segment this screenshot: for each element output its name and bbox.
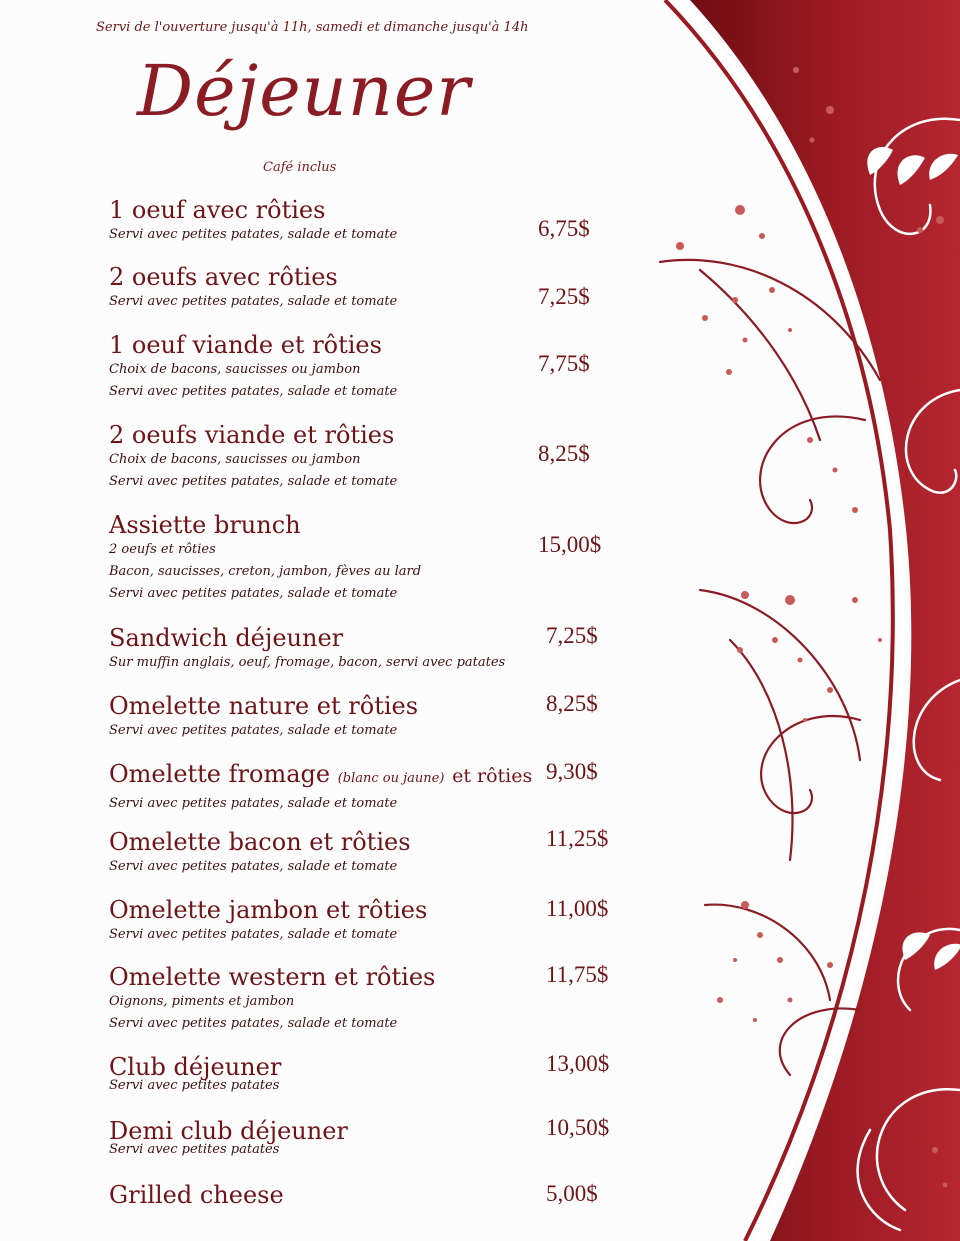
menu-item: [109, 963, 435, 1035]
menu-item-detail: Sur muffin anglais, oeuf, fromage, bacon, servi avec patates: [109, 655, 506, 670]
menu-item-detail: Servi avec petites patates: [109, 1142, 280, 1157]
menu-item-name: Omelette nature et rôties: [109, 692, 419, 720]
menu-item-name: 1 oeuf viande et rôties: [109, 331, 382, 359]
menu-item-detail: Servi avec petites patates, salade et tomate: [109, 796, 398, 811]
menu-item-detail: Choix de bacons, saucisses ou jambon: [109, 362, 361, 377]
menu-item: [109, 511, 421, 605]
menu-item-name: Omelette jambon et rôties: [109, 896, 428, 924]
menu-item-price: 11,25$: [546, 826, 609, 851]
menu-item-price: 9,30$: [546, 759, 598, 784]
menu-item-name-end: et rôties: [452, 765, 533, 787]
menu-item-name-main: Omelette fromage: [109, 760, 331, 788]
menu-item-price: 11,75$: [546, 962, 609, 987]
menu-item-price: 7,75$: [538, 351, 590, 376]
menu-item-name: Club déjeuner: [109, 1053, 282, 1081]
menu-item-price: 10,50$: [546, 1115, 610, 1140]
menu-item-price: 5,00$: [546, 1181, 598, 1206]
menu-item-detail: Servi avec petites patates, salade et tomate: [109, 294, 398, 309]
menu-item-detail: Choix de bacons, saucisses ou jambon: [109, 452, 361, 467]
menu-item-price: 13,00$: [546, 1051, 610, 1076]
menu-item-price: 7,25$: [538, 284, 590, 309]
menu-item-name: Sandwich déjeuner: [109, 624, 344, 652]
menu-item-name-note: (blanc ou jaune): [337, 771, 445, 786]
menu-item-name: 2 oeufs avec rôties: [109, 263, 338, 291]
menu-item-price: 8,25$: [538, 441, 590, 466]
menu-item-detail: Servi avec petites patates, salade et tomate: [109, 859, 398, 874]
menu-item-price: 11,00$: [546, 896, 609, 921]
menu-item-detail: Servi avec petites patates, salade et tomate: [109, 384, 398, 399]
menu-item: [109, 828, 411, 878]
menu-item: [109, 263, 397, 313]
menu-item: [109, 896, 427, 946]
menu-item: [109, 1181, 284, 1209]
menu-item: [109, 196, 397, 246]
menu-item-name: Grilled cheese: [109, 1181, 284, 1209]
menu-item-detail: Servi avec petites patates, salade et tomate: [109, 474, 398, 489]
menu-item-detail: Servi avec petites patates, salade et tomate: [109, 227, 398, 242]
menu-item-name: Omelette bacon et rôties: [109, 828, 411, 856]
menu-item-name: Omelette western et rôties: [109, 963, 436, 991]
menu-item-detail: Servi avec petites patates, salade et tomate: [109, 1016, 398, 1031]
menu-item-name: Demi club déjeuner: [109, 1117, 348, 1145]
menu-item-name: 2 oeufs viande et rôties: [109, 421, 395, 449]
menu-item-detail: Servi avec petites patates, salade et tomate: [109, 586, 398, 601]
menu-item-detail: Servi avec petites patates, salade et tomate: [109, 723, 398, 738]
menu-item: [109, 1117, 348, 1161]
menu-item-name: [109, 760, 532, 793]
menu-item-detail: 2 oeufs et rôties: [109, 542, 216, 557]
menu-item-price: 8,25$: [546, 691, 598, 716]
menu-item-name: 1 oeuf avec rôties: [109, 196, 326, 224]
menu-item: [109, 760, 532, 815]
menu-item: [109, 624, 505, 674]
menu-item-detail: Servi avec petites patates: [109, 1078, 280, 1093]
menu-item: [109, 1053, 281, 1097]
menu-item-detail: Servi avec petites patates, salade et tomate: [109, 927, 398, 942]
menu-item-price: 7,25$: [546, 623, 598, 648]
service-hours-note: Servi de l'ouverture jusqu'à 11h, samedi et dimanche jusqu'à 14h: [96, 20, 529, 35]
menu-item-price: 6,75$: [538, 216, 590, 241]
menu-item-price: 15,00$: [538, 532, 602, 557]
menu-subtitle: Café inclus: [263, 160, 337, 175]
menu-item: [109, 331, 397, 403]
menu-title: Déjeuner: [137, 50, 471, 132]
menu-item: [109, 692, 418, 742]
menu-item-detail: Oignons, piments et jambon: [109, 994, 295, 1009]
menu-item: [109, 421, 397, 493]
menu-item-name: Assiette brunch: [109, 511, 301, 539]
menu-item-detail: Bacon, saucisses, creton, jambon, fèves au lard: [109, 564, 422, 579]
